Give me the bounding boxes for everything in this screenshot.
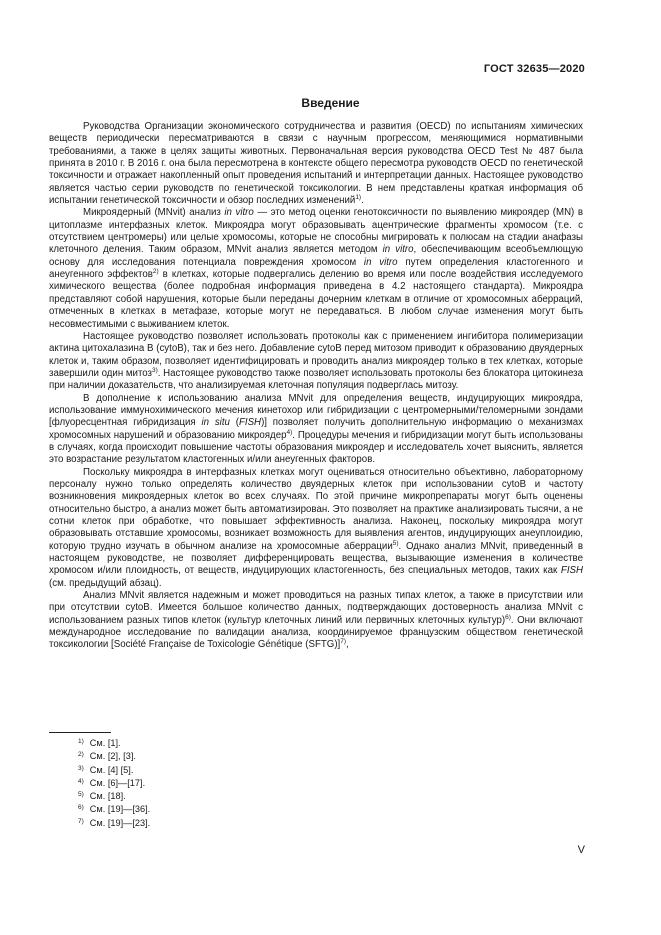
text-run: ( bbox=[229, 417, 239, 429]
footnote-text: См. [1]. bbox=[89, 738, 121, 748]
footnote-text: См. [6]—[17]. bbox=[89, 777, 146, 788]
footnote-item bbox=[78, 736, 150, 749]
footnote-text: См. [19]—[23]. bbox=[89, 817, 151, 828]
text-run: Настоящее руководство позволяет использовать протоколы как с применением ингибитора полимеризации актина цитохалазина В (cytoB), так и без него. Добавление cytoB перед митозом приводит к образованию двуядерных клеток и, таким образом, позволяет идентифицировать и проводить анализ микроядер только в тех клетках, которые завершили один митоз bbox=[49, 330, 583, 379]
footnote-text: См. [19]—[36]. bbox=[89, 804, 151, 815]
footnote-number: 3) bbox=[78, 764, 84, 772]
paragraph bbox=[49, 590, 583, 652]
footnote-ref: 4) bbox=[286, 428, 293, 436]
footnote-number: 7) bbox=[78, 817, 84, 825]
footnote-ref: 5) bbox=[392, 539, 399, 547]
paragraph bbox=[49, 331, 583, 393]
footnote-text: См. [4] [5]. bbox=[89, 764, 134, 775]
footnote-item bbox=[78, 789, 150, 802]
italic-term: in vitro bbox=[363, 256, 398, 268]
text-run: . Они включают международное исследование по валидации анализа, координируемое французским обществом генетической токсикологии [Société Française de Toxicologie Génétique (SFTG)] bbox=[49, 614, 584, 651]
text-run: Поскольку микроядра в интерфазных клетках могут оцениваться относительно объективно, лабораторному персоналу нужно только определять количество двуядерных клеток при использовании cytoB и частоту возникновения микроядерных клеток во всех случаях. По этой причине микропрепараты могут быть оценены относительно быстро, а анализ может быть автоматизирован. Это позволяет на практике анализировать тысячи, а не сотни клеток при обработке, что повышает эффективность анализа. Наконец, поскольку микроядра могут образовывать отставшие хромосомы, возникает возможность для выявления агентов, индуцирующих анеуплоидию, которую трудно изучать в обычном анализе на хромосомные аберрации bbox=[49, 466, 583, 552]
footnote-number: 4) bbox=[78, 777, 84, 785]
text-run: Руководства Организации экономического сотрудничества и развития (OECD) по испытаниям химических веществ периодически пересматриваются в связи с научным прогрессом, меняющимися нормативными требованиями, а также в целях защиты животных. Первоначальная версия руководства OECD Test № 487 была принята в 2010 г. В 2016 г. она была пересмотрена в контексте общего пересмотра руководств OECD по генетической токсичности и отражает накопленный опыт проведения испытаний и интерпретации данных. Настоящее руководство является частью серии руководств по генетической токсикологии. В нем представлены краткая информация об испытании генетической токсичности и обзор последних изменений bbox=[49, 121, 583, 207]
footnote-item bbox=[78, 763, 150, 776]
paragraph bbox=[49, 121, 583, 207]
text-run: Микроядерный (MNvit) анализ bbox=[83, 207, 225, 219]
text-run: )] позволяет получить дополнительную информацию о механизмах хромосомных нарушений и образованию микроядер bbox=[49, 417, 584, 441]
footnote-ref: 7) bbox=[340, 638, 347, 646]
footnote-ref: 3) bbox=[152, 366, 158, 374]
text-run: , обеспечивающим всеобъемлющую основу для исследования потенциала повреждения хромосом bbox=[49, 244, 583, 268]
text-run: в клетках, которые подвергались делению во время или после воздействия исследуемого химического вещества (более подробная информация приведена в 4.2 настоящего стандарта). Микроядра представляют собой нарушения, которые были переданы дочерним клеткам в отличие от хромосомных аберраций, отмеченных в клетках в метафазе, которые могут не передаваться. В любом случае изменения могут быть несовместимыми с выживанием клеток. bbox=[49, 269, 583, 330]
footnote-item bbox=[78, 776, 150, 789]
text-run: — это метод оценки генотоксичности по выявлению микроядер (MN) в цитоплазме интерфазных клеток. Микроядра могут образовывать ацентрические фрагменты хромосом (т.е. с отсутствием центромеры) или целые хромосомы, которые не способны мигрировать к полюсам на стадии анафазы клеточного деления. Таким образом, MNvit анализ является методом bbox=[49, 207, 583, 256]
footnote-item bbox=[78, 816, 150, 829]
body-text bbox=[49, 121, 583, 652]
footnote-number: 5) bbox=[78, 791, 84, 799]
text-run: (см. предыдущий абзац). bbox=[49, 577, 162, 589]
footnote-ref: 1) bbox=[355, 194, 362, 202]
footnote-separator bbox=[49, 732, 111, 733]
italic-term: in vitro bbox=[224, 207, 254, 219]
footnote-ref: 2) bbox=[152, 268, 159, 276]
footnote-number: 2) bbox=[78, 751, 84, 759]
page-number: V bbox=[577, 844, 585, 856]
footnote-item bbox=[78, 749, 150, 762]
text-run: . Настоящее руководство также позволяет использовать протоколы без блокатора цитокинеза при наличии доказательств, что анализируемая клеточная популяция подверглась митозу. bbox=[49, 367, 583, 392]
italic-term: in vitro bbox=[382, 244, 414, 256]
section-title: Введение bbox=[301, 96, 360, 110]
footnote-item bbox=[78, 802, 150, 815]
footnote-text: См. [2], [3]. bbox=[89, 751, 136, 762]
text-run: . Процедуры мечения и гибридизации могут быть использованы в случаях, когда происходит повышение частоты образования микроядер и исследователь хочет выяснить, является это возрастание результатом кластогенных и/или анеугенных факторов. bbox=[49, 429, 583, 466]
footnote-number: 6) bbox=[78, 804, 84, 812]
paragraph bbox=[49, 207, 583, 330]
text-run: . bbox=[361, 195, 364, 207]
text-run: путем определения кластогенного и анеугенного эффектов bbox=[49, 256, 583, 281]
footnote-text: См. [18]. bbox=[89, 791, 126, 802]
text-run: Анализ MNvit является надежным и может проводиться на разных типах клеток, а также в присутствии или при отсутствии cytoB. Имеется большое количество данных, подтверждающих достоверность анализа MNvit с использованием разных типов клеток (культур клеточных линий или первичных клеточных культур) bbox=[49, 590, 583, 626]
paragraph bbox=[49, 467, 583, 590]
paragraph bbox=[49, 393, 583, 467]
footnotes bbox=[78, 736, 150, 829]
italic-term: FISH bbox=[560, 565, 583, 577]
text-run: , bbox=[346, 639, 349, 651]
italic-term: in situ bbox=[201, 417, 230, 429]
text-run: . Однако анализ MNvit, приведенный в настоящем руководстве, не позволяет дифференцировать вещества, вызывающие изменения в количестве хромосом и/или плоидность, от веществ, индуцирующих кластогенность, без специальных методов, таких как bbox=[49, 540, 583, 577]
italic-term: FISH bbox=[238, 417, 262, 429]
footnote-number: 1) bbox=[78, 738, 84, 745]
standard-code-header: ГОСТ 32635—2020 bbox=[483, 63, 585, 75]
text-run: В дополнение к использованию анализа MNvit для определения веществ, индуцирующих микроядра, использование иммунохимического мечения кинетохор или гибридизации с центромерными/теломерными зондами [флуоресцентная гибридизация bbox=[49, 392, 583, 429]
footnote-ref: 6) bbox=[505, 613, 511, 621]
